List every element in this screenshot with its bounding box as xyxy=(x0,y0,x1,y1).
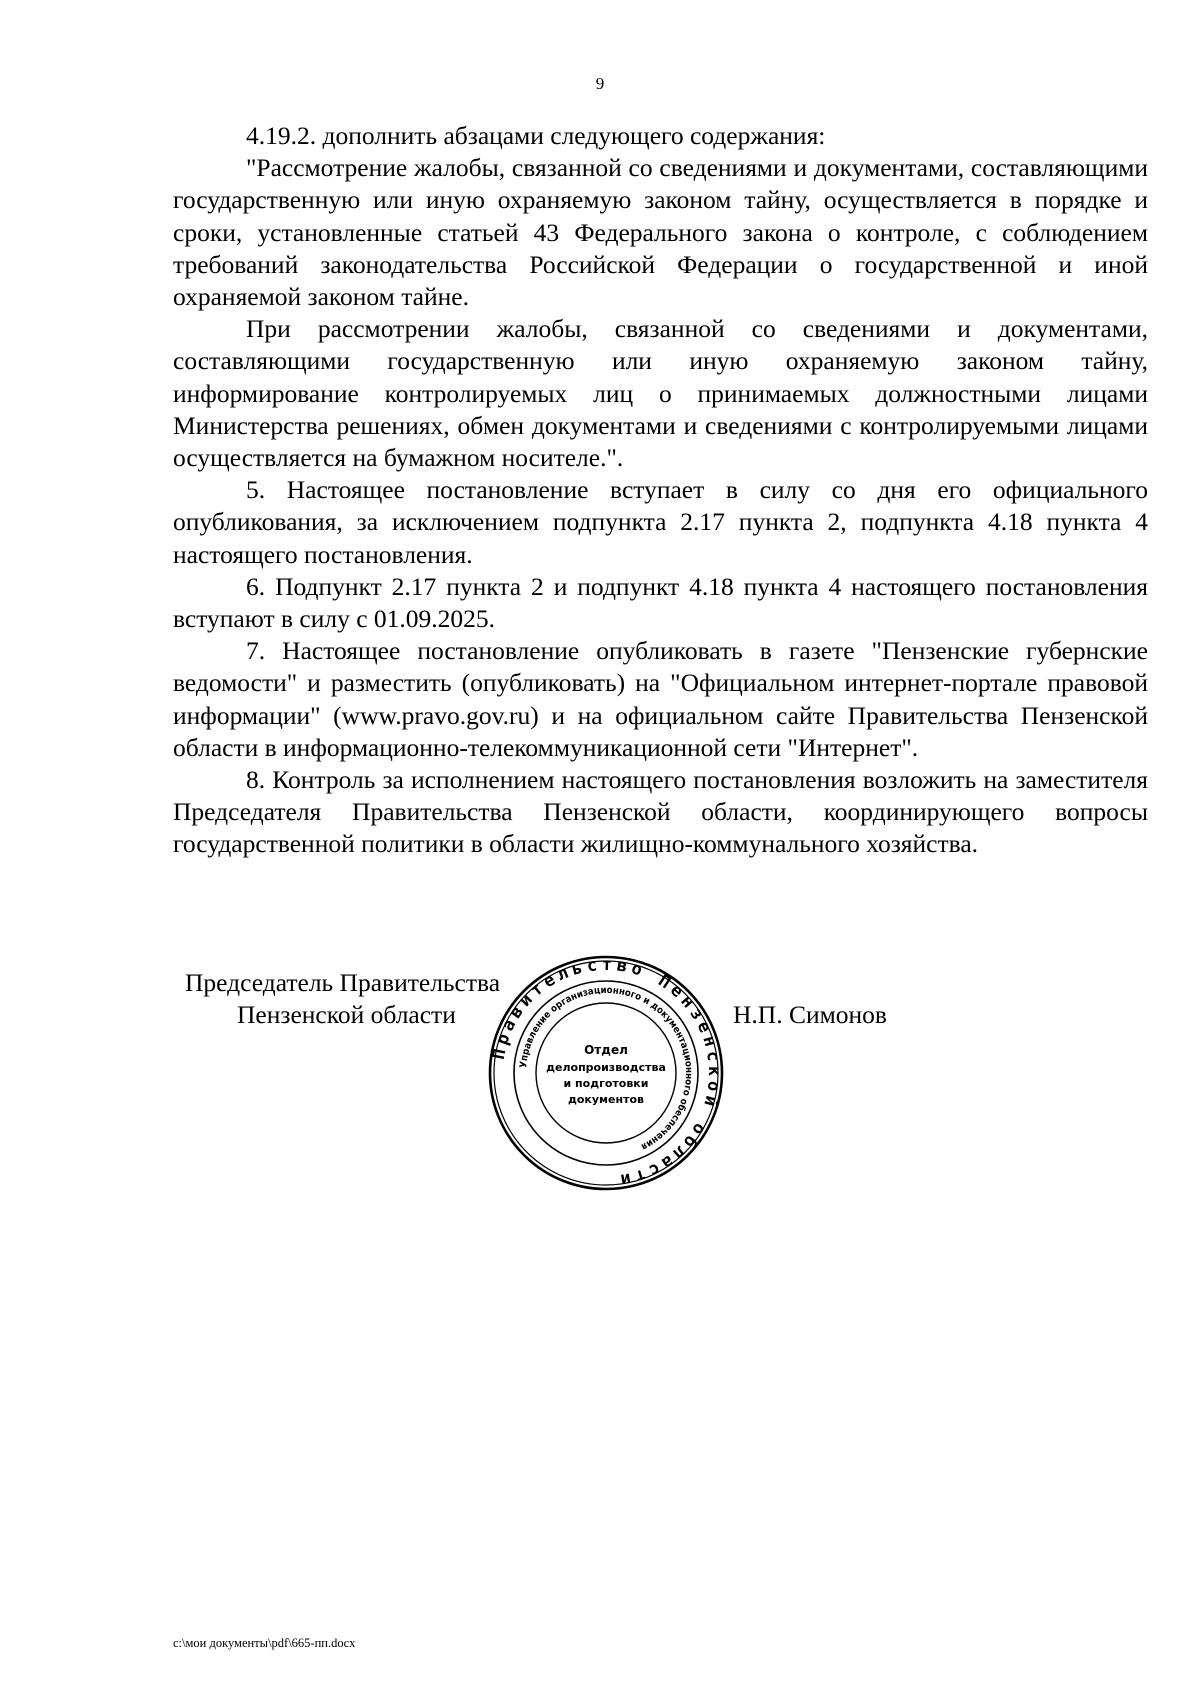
document-body xyxy=(173,120,1148,861)
paragraph-complaint-informing: При рассмотрении жалобы, связанной со сведениями и документами, составляющими государственную или иную охраняемую законом тайну, информирование контролируемых лиц о принимаемых должностными лицами Министерства решениях, обмен документами и сведениями с контролируемыми лицами осуществляется на бумажном носителе.". xyxy=(173,314,1148,473)
paragraph-complaint-review: "Рассмотрение жалобы, связанной со сведениями и документами, составляющими государственную или иную охраняемую законом тайну, осуществляется в порядке и сроки, установленные статьей 43 Федерального закона о контроле, с соблюдением требований законодательства Российской Федерации о государственной и иной охраняемой законом тайне. xyxy=(173,153,1148,312)
seal-center-line-1: Отдел xyxy=(584,1043,628,1057)
signatory-position-line-2: Пензенской области xyxy=(237,1000,456,1029)
official-seal xyxy=(488,955,724,1191)
paragraph-5: 5. Настоящее постановление вступает в силу со дня его официального опубликования, за исключением подпункта 2.17 пункта 2, подпункта 4.18 пункта 4 настоящего постановления. xyxy=(173,475,1148,569)
file-path-footer: c:\мои документы\pdf\665-пп.docx xyxy=(173,1636,356,1650)
paragraph-7: 7. Настоящее постановление опубликовать в газете "Пензенские губернские ведомости" и разместить (опубликовать) на "Официальном интернет-портале правовой информации" (www.pravo.gov.ru) и на официальном сайте Правительства Пензенской области в информационно-телекоммуникационной сети "Интернет". xyxy=(173,636,1148,762)
signatory-position-line-1: Председатель Правительства xyxy=(185,968,501,997)
seal-center-line-2: делопроизводства xyxy=(546,1061,666,1074)
paragraph-4-19-2: 4.19.2. дополнить абзацами следующего содержания: xyxy=(246,121,826,150)
seal-outer-text: Правительство Пензенской области xyxy=(488,955,724,1191)
svg-text:Правительство Пензенской облас xyxy=(489,955,724,1191)
page-number: 9 xyxy=(595,74,605,93)
seal-center-line-3: и подготовки xyxy=(563,1077,649,1090)
paragraph-8: 8. Контроль за исполнением настоящего постановления возложить на заместителя Председателя Правительства Пензенской области, координирующего вопросы государственной политики в области жилищно-коммунального хозяйства. xyxy=(173,765,1148,859)
paragraph-6: 6. Подпункт 2.17 пункта 2 и подпункт 4.18 пункта 4 настоящего постановления вступают в силу с 01.09.2025. xyxy=(173,571,1148,634)
seal-middle-text: Управление организационного и документационного обеспечения xyxy=(518,984,695,1153)
svg-text:Управление организационного и xyxy=(518,985,694,1152)
seal-center-line-4: документов xyxy=(567,1093,645,1106)
signatory-name: Н.П. Симонов xyxy=(733,1000,887,1029)
